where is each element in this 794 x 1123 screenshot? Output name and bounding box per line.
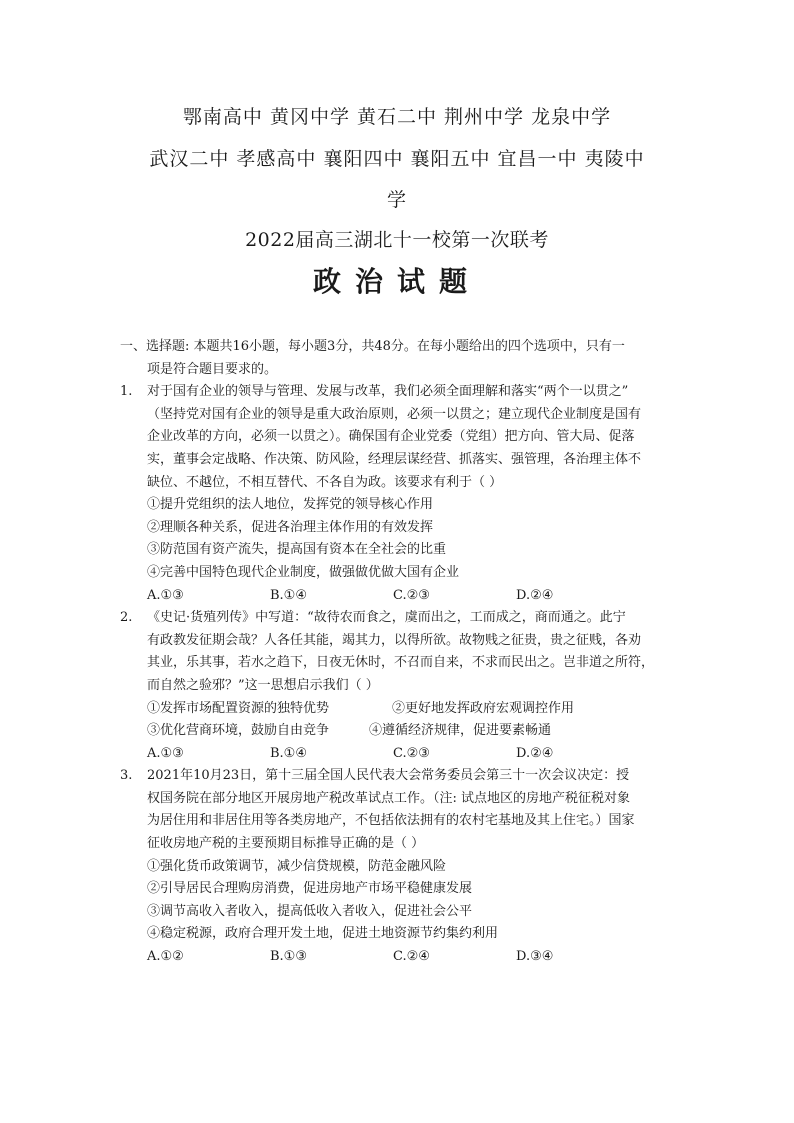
question-2-line-1: [120, 607, 680, 630]
section-instruction-line-1: 一、选择题: 本题共16小题，每小题3分，共48分。在每小题给出的四个选项中，只有一: [120, 339, 625, 354]
question-2-text-2: 有政教发征期会哉？人各任其能，竭其力，以得所欲。故物贱之征贵，贵之征贱，各劝: [147, 632, 642, 648]
question-2-text-4: 而自然之验邪？”这一思想启示我们（ ）: [147, 677, 379, 693]
question-3-text-1: 2021年10月23日，第十三届全国人民代表大会常务委员会第三十一次会议决定：授: [147, 768, 630, 784]
question-3-option-1: ①强化货币政策调节，减少信贷规模，防范金融风险: [147, 858, 447, 874]
question-3-answer-c: C.②④: [393, 949, 430, 965]
question-3-text-3: 为居住用和非居住用等各类房地产，不包括依法拥有的农村宅基地及其上住宅。）国家: [147, 813, 635, 829]
question-3-line-1: [120, 765, 680, 788]
question-3-answer-d: D.③④: [516, 949, 554, 965]
exam-subject-title: 政治试题: [312, 265, 481, 298]
question-1-text-1: 对于国有企业的领导与管理、发展与改革，我们必须全面理解和落实“两个一以贯之”: [147, 384, 629, 400]
question-3-option-2: ②引导居民合理购房消费，促进房地产市场平稳健康发展: [147, 881, 473, 897]
question-1-line-1: [120, 381, 680, 404]
question-1-answer-d: D.②④: [516, 587, 554, 603]
question-3-text-2: 权国务院在部分地区开展房地产税改革试点工作。（注: 试点地区的房地产税征税对象: [147, 790, 631, 806]
exam-name: 2022届高三湖北十一校第一次联考: [245, 229, 549, 251]
question-2-number: 2.: [120, 610, 133, 626]
question-2-options-row-2: [120, 720, 680, 743]
question-3-option-4: ④稳定税源，政府合理开发土地，促进土地资源节约集约利用: [147, 926, 499, 942]
question-2-option-3: ③优化营商环境，鼓励自由竞争: [147, 723, 330, 739]
question-1-answer-c: C.②③: [393, 587, 430, 603]
question-1-option-3: ③防范国有资产流失，提高国有资本在全社会的比重: [147, 542, 447, 558]
question-2-options-row-1: [120, 698, 680, 721]
question-1-option-1: ①提升党组织的法人地位，发挥党的领导核心作用: [147, 497, 434, 513]
schools-line-1: 鄂南高中 黄冈中学 黄石二中 荆州中学 龙泉中学: [182, 106, 612, 128]
question-2-option-4: ④遵循经济规律，促进要素畅通: [369, 723, 552, 739]
question-2-text-3: 其业，乐其事，若水之趋下，日夜无休时，不召而自来，不求而民出之。岂非道之所符，: [147, 655, 655, 671]
question-1-text-3: 企业改革的方向，必须一以贯之）。确保国有企业党委（党组）把方向、管大局、促落: [147, 429, 635, 445]
schools-line-2: 武汉二中 孝感高中 襄阳四中 襄阳五中 宜昌一中 夷陵中: [149, 148, 645, 170]
question-2-text-1: 《史记·货殖列传》中写道：“故待农而食之，虞而出之，工而成之，商而通之。此宁: [147, 610, 626, 626]
question-1-option-4: ④完善中国特色现代企业制度，做强做优做大国有企业: [147, 564, 460, 580]
question-2-option-1: ①发挥市场配置资源的独特优势: [147, 700, 330, 716]
question-2-answers: [120, 743, 680, 766]
schools-line-3: 学: [386, 189, 407, 211]
question-1-text-2: （坚持党对国有企业的领导是重大政治原则，必须一以贯之；建立现代企业制度是国有: [147, 406, 642, 422]
question-1-text-5: 缺位、不越位，不相互替代、不各自为政。该要求有利于（ ）: [147, 474, 503, 490]
question-2-answer-b: B.①④: [270, 745, 307, 761]
question-3-text-4: 征收房地产税的主要预期目标推导正确的是（ ）: [147, 836, 425, 852]
question-2-answer-d: D.②④: [516, 745, 554, 761]
question-1-number: 1.: [120, 384, 133, 400]
question-content: [120, 336, 680, 969]
question-3-answer-b: B.①③: [270, 949, 307, 965]
question-2-answer-c: C.②③: [393, 745, 430, 761]
question-2-answer-a: A.①③: [147, 745, 184, 761]
question-1-text-4: 实，董事会定战略、作决策、防风险，经理层谋经营、抓落实、强管理，各治理主体不: [147, 451, 642, 467]
question-3-option-3: ③调节高收入者收入，提高低收入者收入，促进社会公平: [147, 903, 473, 919]
question-1-answer-a: A.①③: [147, 587, 184, 603]
question-1-answer-b: B.①④: [270, 587, 307, 603]
question-3-answer-a: A.①②: [147, 949, 184, 965]
section-instruction-line-2: 项是符合题目要求的。: [147, 361, 278, 377]
question-3-number: 3.: [120, 768, 133, 784]
question-3-answers: [120, 946, 680, 969]
question-1-answers: [120, 585, 680, 608]
question-1-option-2: ②理顺各种关系，促进各治理主体作用的有效发挥: [147, 519, 434, 535]
question-2-option-2: ②更好地发挥政府宏观调控作用: [392, 700, 575, 716]
